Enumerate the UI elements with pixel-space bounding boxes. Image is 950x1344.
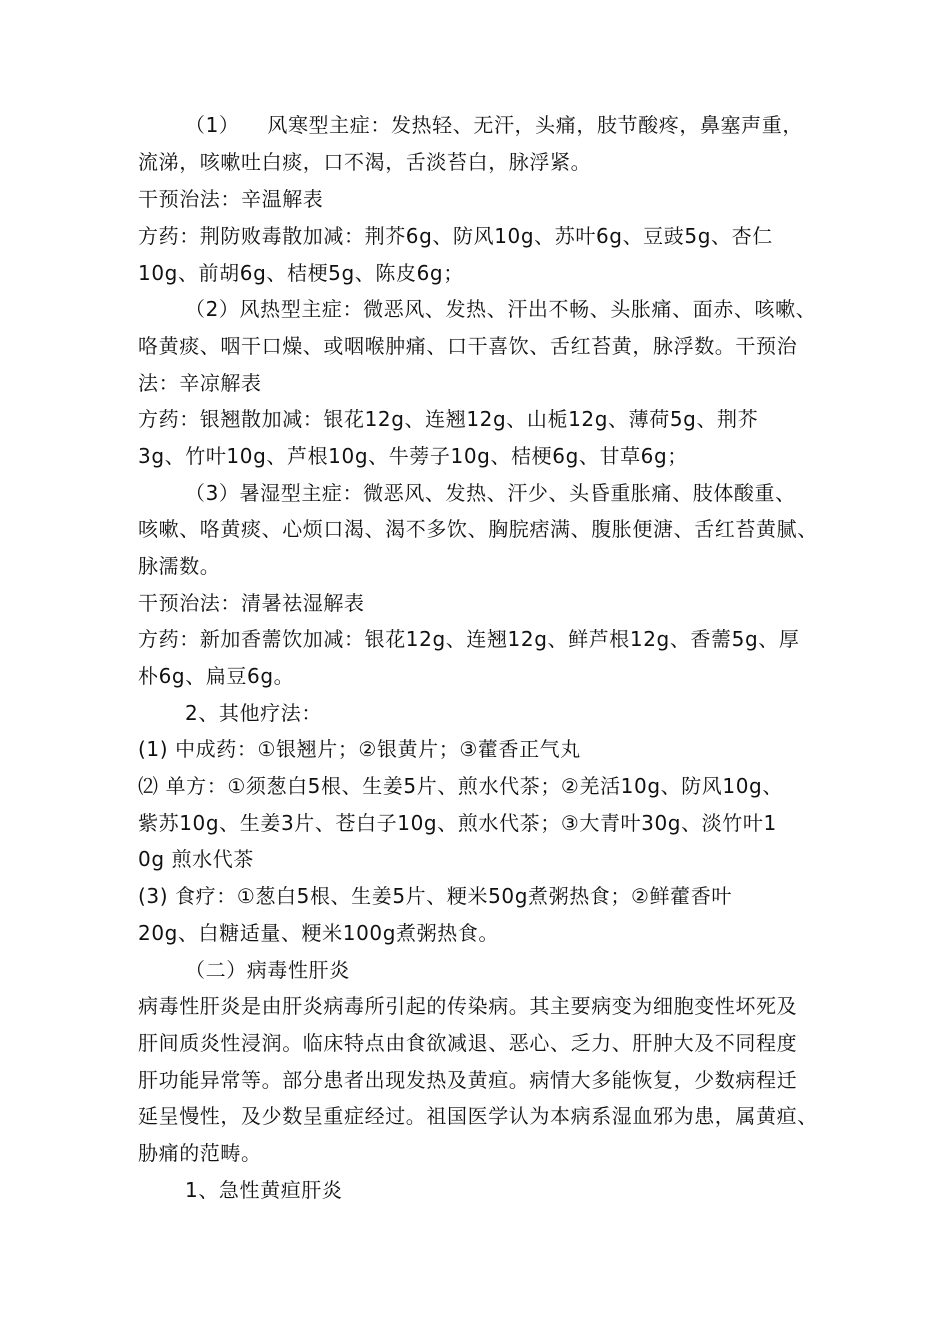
text-line-3: 干预治法：辛温解表 bbox=[138, 187, 324, 211]
text-line-25: 病毒性肝炎是由肝炎病毒所引起的传染病。其主要病变为细胞变性坏死及 bbox=[138, 994, 798, 1018]
text-line-11: （3）暑湿型主症：微恶风、发热、汗少、头昏重胀痛、肢体酸重、 bbox=[185, 481, 796, 505]
text-line-13: 脉濡数。 bbox=[138, 554, 221, 578]
text-line-12: 咳嗽、咯黄痰、心烦口渴、渴不多饮、胸脘痞满、腹胀便溏、舌红苔黄腻、 bbox=[138, 517, 818, 541]
text-line-29: 胁痛的范畴。 bbox=[138, 1141, 262, 1165]
text-line-15: 方药：新加香薷饮加减：银花12g、连翘12g、鲜芦根12g、香薷5g、厚 bbox=[138, 627, 800, 651]
text-line-6: （2）风热型主症：微恶风、发热、汗出不畅、头胀痛、面赤、咳嗽、 bbox=[185, 297, 817, 321]
text-line-5: 10g、前胡6g、桔梗5g、陈皮6g； bbox=[138, 261, 464, 285]
text-line-30: 1、急性黄疸肝炎 bbox=[185, 1178, 343, 1202]
text-line-22: (3) 食疗：①葱白5根、生姜5片、粳米50g煮粥热食；②鲜藿香叶 bbox=[138, 884, 732, 908]
text-line-9: 方药：银翘散加减：银花12g、连翘12g、山栀12g、薄荷5g、荆芥 bbox=[138, 407, 759, 431]
text-line-19: ⑵ 单方：①须葱白5根、生姜5片、煎水代茶；②羌活10g、防风10g、 bbox=[138, 774, 783, 798]
text-line-18: (1) 中成药：①银翘片；②银黄片；③藿香正气丸 bbox=[138, 737, 581, 761]
text-line-8: 法：辛凉解表 bbox=[138, 371, 262, 395]
text-line-23: 20g、白糖适量、粳米100g煮粥热食。 bbox=[138, 921, 500, 945]
text-line-1: （1） 风寒型主症：发热轻、无汗，头痛，肢节酸疼，鼻塞声重， bbox=[185, 113, 803, 137]
text-line-20: 紫苏10g、生姜3片、苍白子10g、煎水代茶；③大青叶30g、淡竹叶1 bbox=[138, 811, 777, 835]
text-line-28: 延呈慢性，及少数呈重症经过。祖国医学认为本病系湿血邪为患，属黄疸、 bbox=[138, 1104, 818, 1128]
text-line-4: 方药：荆防败毒散加减：荆芥6g、防风10g、苏叶6g、豆豉5g、杏仁 bbox=[138, 224, 773, 248]
text-line-17: 2、其他疗法： bbox=[185, 701, 322, 725]
text-line-2: 流涕，咳嗽吐白痰，口不渴，舌淡苔白，脉浮紧。 bbox=[138, 150, 592, 174]
text-line-21: 0g 煎水代茶 bbox=[138, 847, 254, 871]
text-line-26: 肝间质炎性浸润。临床特点由食欲减退、恶心、乏力、肝肿大及不同程度 bbox=[138, 1031, 798, 1055]
text-line-14: 干预治法：清暑祛湿解表 bbox=[138, 591, 365, 615]
text-line-27: 肝功能异常等。部分患者出现发热及黄疸。病情大多能恢复，少数病程迁 bbox=[138, 1068, 798, 1092]
text-line-10: 3g、竹叶10g、芦根10g、牛蒡子10g、桔梗6g、甘草6g； bbox=[138, 444, 688, 468]
text-line-24: （二）病毒性肝炎 bbox=[185, 958, 350, 982]
text-line-7: 咯黄痰、咽干口燥、或咽喉肿痛、口干喜饮、舌红苔黄，脉浮数。干预治 bbox=[138, 334, 798, 358]
text-line-16: 朴6g、扁豆6g。 bbox=[138, 664, 295, 688]
